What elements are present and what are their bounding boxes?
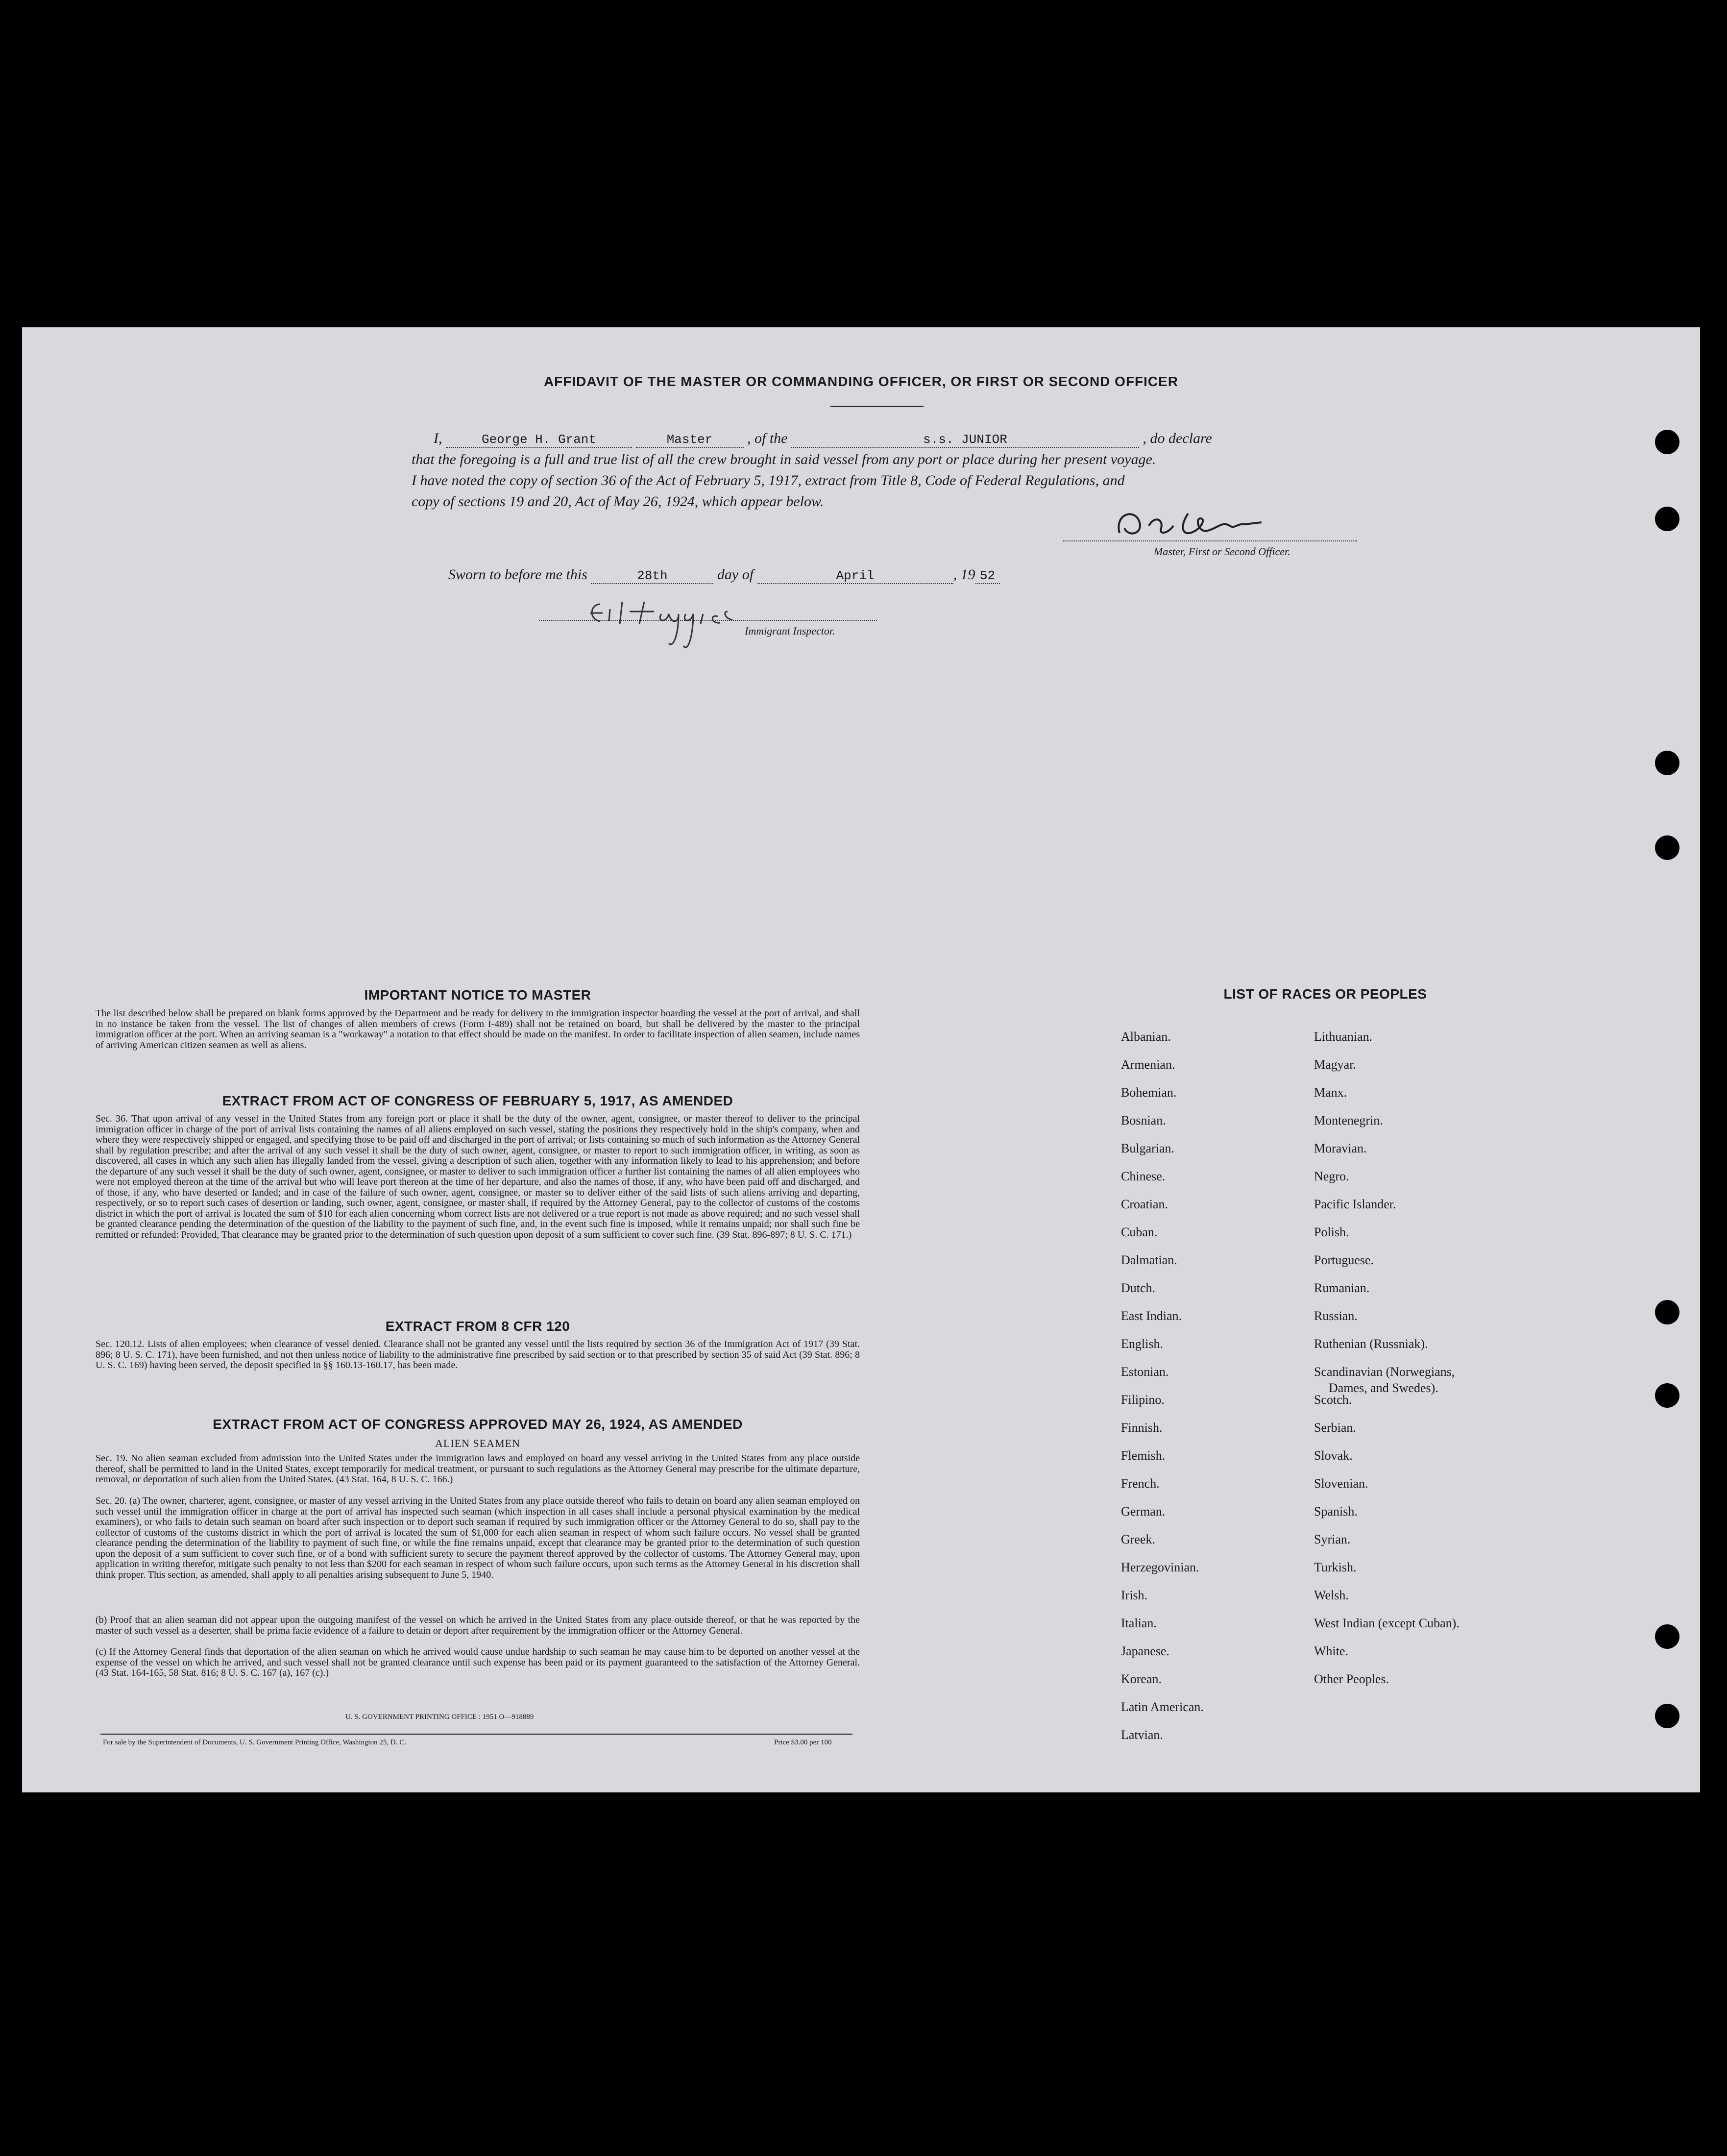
race-item: West Indian (except Cuban). xyxy=(1314,1616,1459,1630)
race-item: Dalmatian. xyxy=(1121,1253,1177,1267)
do-declare-label: , do declare xyxy=(1143,430,1212,446)
race-item: White. xyxy=(1314,1644,1349,1658)
race-item: Rumanian. xyxy=(1314,1281,1370,1295)
master-signature-line xyxy=(1063,540,1357,542)
race-item: Greek. xyxy=(1121,1532,1156,1546)
race-item: Scotch. xyxy=(1314,1393,1352,1407)
race-item: Bulgarian. xyxy=(1121,1141,1175,1155)
price-line: Price $3.00 per 100 xyxy=(774,1739,832,1746)
race-item: Pacific Islander. xyxy=(1314,1197,1396,1211)
punch-hole xyxy=(1655,430,1679,454)
race-item: Flemish. xyxy=(1121,1448,1166,1463)
declaration-line-1 xyxy=(434,430,1212,448)
punch-hole xyxy=(1655,835,1679,860)
officer-name-field: George H. Grant xyxy=(446,432,632,448)
race-item: Welsh. xyxy=(1314,1588,1349,1602)
vessel-name-field: s.s. JUNIOR xyxy=(791,432,1139,448)
race-item: Latin American. xyxy=(1121,1700,1204,1714)
race-item: Chinese. xyxy=(1121,1169,1166,1183)
sworn-prefix: Sworn to before me this xyxy=(448,566,587,583)
race-item: English. xyxy=(1121,1337,1163,1351)
race-item: Albanian. xyxy=(1121,1029,1171,1044)
race-item: Spanish. xyxy=(1314,1504,1358,1519)
inspector-caption: Immigrant Inspector. xyxy=(745,625,835,637)
race-item: Latvian. xyxy=(1121,1728,1163,1742)
race-item: Japanese. xyxy=(1121,1644,1169,1658)
affidavit-title: AFFIDAVIT OF THE MASTER OR COMMANDING OFFICER, OR FIRST OR SECOND OFFICER xyxy=(543,374,1179,389)
race-item: Lithuanian. xyxy=(1314,1029,1373,1044)
race-item: Italian. xyxy=(1121,1616,1157,1630)
race-item: Serbian. xyxy=(1314,1421,1356,1435)
extract-1924-title: EXTRACT FROM ACT OF CONGRESS APPROVED MAY 26, 1924, AS AMENDED xyxy=(213,1417,743,1432)
race-item: Croatian. xyxy=(1121,1197,1168,1211)
race-item: Slovak. xyxy=(1314,1448,1353,1463)
punch-hole xyxy=(1655,1624,1679,1649)
race-item: Syrian. xyxy=(1314,1532,1351,1546)
race-item: Slovenian. xyxy=(1314,1476,1368,1491)
race-item: Polish. xyxy=(1314,1225,1349,1239)
race-item: Manx. xyxy=(1314,1085,1347,1100)
race-item: Moravian. xyxy=(1314,1141,1367,1155)
sworn-day-field: 28th xyxy=(591,568,713,584)
race-item: Scandinavian (Norwegians, xyxy=(1314,1365,1455,1379)
races-title: LIST OF RACES OR PEOPLES xyxy=(1223,986,1427,1002)
race-item: Estonian. xyxy=(1121,1365,1169,1379)
race-item: Filipino. xyxy=(1121,1393,1165,1407)
race-item: Negro. xyxy=(1314,1169,1349,1183)
sworn-month-field: April xyxy=(757,568,953,584)
race-item: Bosnian. xyxy=(1121,1113,1166,1127)
extract-cfr-title: EXTRACT FROM 8 CFR 120 xyxy=(385,1319,570,1334)
inspector-signature-line xyxy=(539,620,877,622)
race-item: Dutch. xyxy=(1121,1281,1156,1295)
notice-title: IMPORTANT NOTICE TO MASTER xyxy=(364,987,591,1003)
declaration-line-2: that the foregoing is a full and true list of all the crew brought in said vessel from any port or place during her present voyage. xyxy=(412,451,1156,467)
title-underline xyxy=(830,406,924,407)
race-item: Other Peoples. xyxy=(1314,1672,1389,1686)
document-page xyxy=(22,327,1700,1792)
alien-seamen-subtitle: ALIEN SEAMEN xyxy=(435,1437,520,1449)
printing-office-line: U. S. GOVERNMENT PRINTING OFFICE : 1951 O—918889 xyxy=(345,1713,534,1721)
extract-1924-text-c: (b) Proof that an alien seaman did not appear upon the outgoing manifest of the vessel on which he arrived in the United States from any place outside thereof, or that he was reported by the master of such vessel as a deserter, shall be prima facie evidence of a failure to detain or deport after requirement by the immigration officer or the Attorney General. xyxy=(96,1615,860,1636)
race-item: French. xyxy=(1121,1476,1160,1491)
race-item: Herzegovinian. xyxy=(1121,1560,1199,1574)
race-item: Bohemian. xyxy=(1121,1085,1177,1100)
master-caption: Master, First or Second Officer. xyxy=(1154,545,1290,558)
race-item: Russian. xyxy=(1314,1309,1358,1323)
extract-1924-text-d: (c) If the Attorney General finds that deportation of the alien seaman on which he arrived would cause undue hardship to such seaman he may cause him to be deported on another vessel at the expense of the vessel on which he arrived, and such vessel shall not be granted clearance until such expense has been paid or its payment guaranteed to the satisfaction of the Attorney General. (43 Stat. 164-165, 58 Stat. 816; 8 U. S. C. 167 (a), 167 (c).) xyxy=(96,1646,860,1678)
race-item: Finnish. xyxy=(1121,1421,1163,1435)
punch-hole xyxy=(1655,1300,1679,1324)
race-item: Armenian. xyxy=(1121,1057,1175,1072)
sworn-line xyxy=(448,566,1000,584)
day-of-label: day of xyxy=(717,566,754,583)
punch-hole xyxy=(1655,1704,1679,1728)
officer-rank-field: Master xyxy=(636,432,744,448)
race-item: Dames, and Swedes). xyxy=(1329,1381,1438,1395)
race-item: Ruthenian (Russniak). xyxy=(1314,1337,1428,1351)
declaration-line-3: I have noted the copy of section 36 of the Act of February 5, 1917, extract from Title 8, Code of Federal Regulations, and xyxy=(412,472,1125,489)
extract-1924-text-b: Sec. 20. (a) The owner, charterer, agent, consignee, or master of any vessel arriving in the United States from any place outside thereof who fails to detain on board any alien seaman employed on such vessel until the immigration officer in charge at the port of arrival has inspected such seaman (which inspection in all cases shall include a personal physical examination by the medical examiners), or who fails to detain such seaman on board after such inspection or to deport such seaman if required by such immigration officer or the Attorney General to do so, shall pay to the collector of customs of the customs district in which the port of arrival is located the sum of $1,000 for each alien seaman in respect of whom such failure occurs. No vessel shall be granted clearance pending the determination of the liability to payment of such fine, or while the fine remains unpaid, except that clearance may be granted prior to the determination of such question upon the deposit of a sum sufficient to cover such fine, or of a bond with sufficient surety to secure the payment thereof approved by the collector of customs. The Attorney General may, upon application in writing therefor, mitigate such penalty to not less than $200 for each seaman in respect of whom such failure occurs, upon such terms as the Attorney General in his discretion shall think proper. This section, as amended, shall apply to all penalties arising subsequent to June 5, 1940. xyxy=(96,1495,860,1580)
year-prefix: , 19 xyxy=(953,566,975,583)
extract-cfr-text: Sec. 120.12. Lists of alien employees; when clearance of vessel denied. Clearance shall not be granted any vessel until the lists required by section 36 of the Immigration Act of 1917 (39 Stat. 896; 8 U. S. C. 171), have been furnished, and not then unless notice of liability to the administrative fine prescribed by said section or to that prescribed by section 35 of said Act (39 Stat. 896; 8 U. S. C. 169) having been served, the deposit specified in §§ 160.13-160.17, has been made. xyxy=(96,1339,860,1371)
race-item: Magyar. xyxy=(1314,1057,1356,1072)
punch-hole xyxy=(1655,751,1679,775)
notice-text: The list described below shall be prepared on blank forms approved by the Department and be ready for delivery to the immigration inspector boarding the vessel at the port of arrival, and shall in no instance be taken from the vessel. The list of changes of alien members of crews (Form I-489) shall not be retained on board, but shall be delivered by the master to the principal immigration officer at the port. When an arriving seaman is a "workaway" a notation to that effect should be made on the manifest. In order to facilitate inspection of alien seamen, include names of arriving American citizen seamen as well as aliens. xyxy=(96,1008,860,1051)
sworn-year-field: 52 xyxy=(975,568,1000,584)
extract-1924-text-a: Sec. 19. No alien seaman excluded from admission into the United States under the immigration laws and employed on board any vessel arriving in the United States from any place outside thereof, shall be permitted to land in the United States, except temporarily for medical treatment, or pursuant to such regulations as the Attorney General may prescribe for the ultimate departure, removal, or deportation of such alien from the United States. (43 Stat. 164, 8 U. S. C. 166.) xyxy=(96,1453,860,1485)
race-item: East Indian. xyxy=(1121,1309,1182,1323)
race-item: Turkish. xyxy=(1314,1560,1357,1574)
inspector-signature xyxy=(581,589,806,658)
race-item: Portuguese. xyxy=(1314,1253,1374,1267)
extract-1917-text: Sec. 36. That upon arrival of any vessel in the United States from any foreign port or place it shall be the duty of the owner, agent, consignee, or master thereof to deliver to the principal immigration officer in charge of the port of arrival lists containing the names of all aliens employed on such vessel, stating the positions they respectively hold in the ship's company, when and where they were respectively shipped or engaged, and specifying those to be paid off and discharged in the port of arrival; or lists containing so much of such information as the Attorney General shall by regulation prescribe; and after the arrival of any such vessel it shall be the duty of such owner, agent, consignee, or master to report to such immigration officer, in writing, as soon as discovered, all cases in which any such alien has illegally landed from the vessel, giving a description of such alien, together with any information likely to lead to his apprehension; and before the departure of any such vessel it shall be the duty of such owner, agent, consignee, or master to deliver to such immigration officer a further list containing the names of all alien employees who were not employed thereon at the time of the arrival but who will leave port thereon at the time of her departure, and also the names of those, if any, who have been paid off and discharged, and of those, if any, who have deserted or landed; and in case of the failure of such owner, agent, consignee, or master so to deliver either of the said lists of such aliens arriving and departing, respectively, or so to report such cases of desertion or landing, such owner, agent, consignee, or master shall, if required by the Attorney General, pay to the collector of customs of the costoms district in which the port of arrival is located the sum of $10 for each alien concerning whom correct lists are not delivered or a true report is not made as above required; and no such vessel shall be granted clearance pending the determination of the question of the liability to the payment of such fine, and, in the event such fine is imposed, while it remains unpaid; nor shall such fine be remitted or refunded: Provided, That clearance may be granted prior to the determination of such question upon deposit of a sum sufficient to cover such fine. (39 Stat. 896-897; 8 U. S. C. 171.) xyxy=(96,1113,860,1240)
extract-1917-title: EXTRACT FROM ACT OF CONGRESS OF FEBRUARY 5, 1917, AS AMENDED xyxy=(222,1093,733,1108)
race-item: German. xyxy=(1121,1504,1166,1519)
pronoun: I, xyxy=(434,430,442,446)
race-item: Cuban. xyxy=(1121,1225,1158,1239)
declaration-line-4: copy of sections 19 and 20, Act of May 26, 1924, which appear below. xyxy=(412,493,824,510)
footer-rule xyxy=(100,1734,852,1735)
punch-hole xyxy=(1655,1383,1679,1408)
race-item: Montenegrin. xyxy=(1314,1113,1383,1127)
race-item: Irish. xyxy=(1121,1588,1148,1602)
for-sale-line: For sale by the Superintendent of Documents, U. S. Government Printing Office, Washington 25, D. C. xyxy=(103,1739,406,1746)
of-the-label: , of the xyxy=(747,430,788,446)
punch-hole xyxy=(1655,507,1679,531)
race-item: Korean. xyxy=(1121,1672,1162,1686)
